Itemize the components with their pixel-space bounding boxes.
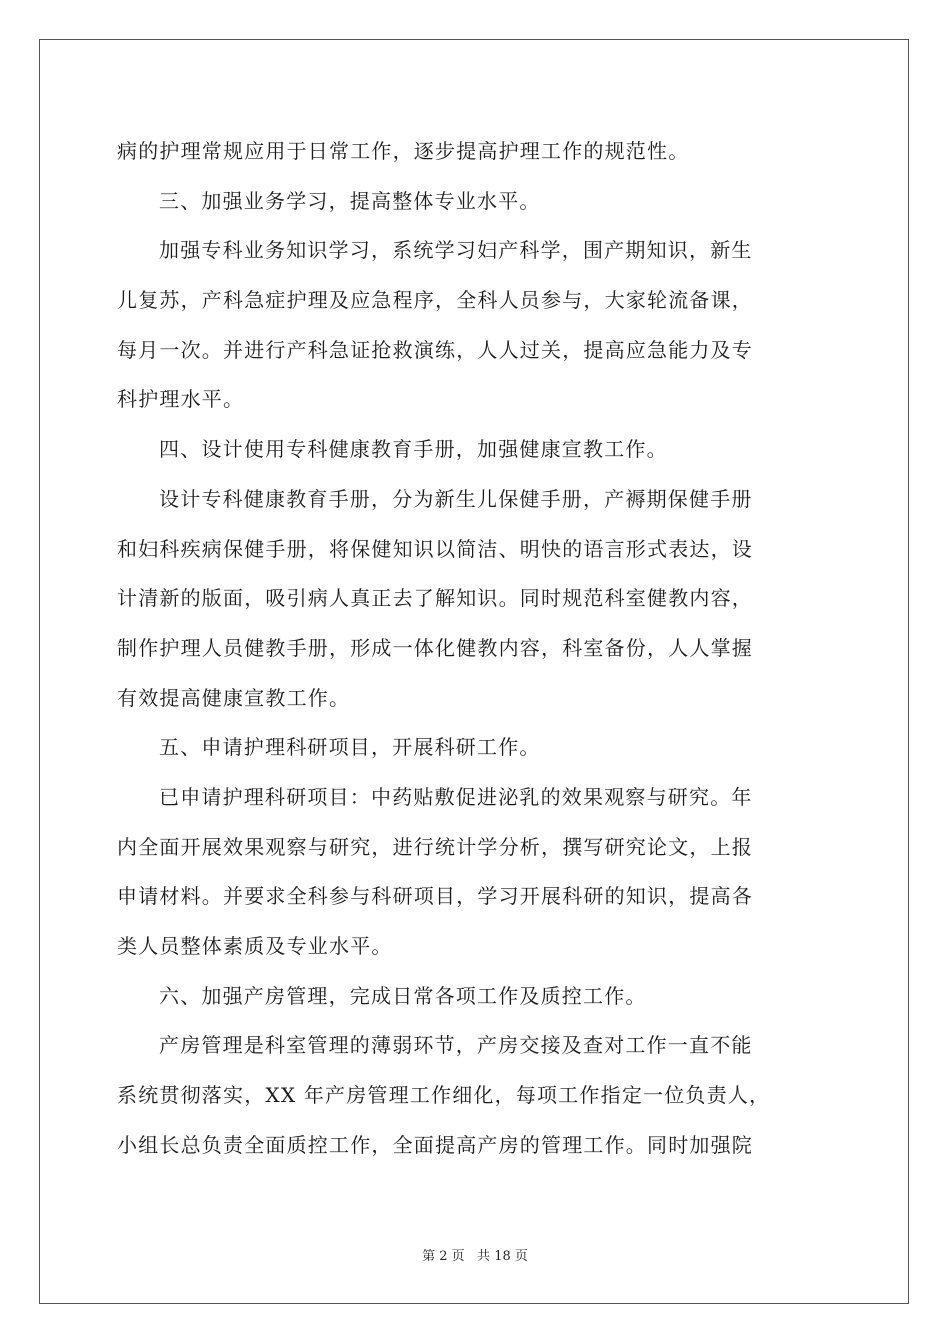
- text-line: 六、加强产房管理，完成日常各项工作及质控工作。: [159, 983, 647, 1008]
- text-line: 和妇科疾病保健手册，将保健知识以简洁、明快的语言形式表达，设: [117, 536, 753, 561]
- text-line: 五、申请护理科研项目，开展科研工作。: [159, 735, 541, 760]
- text-line: 科护理水平。: [117, 387, 245, 412]
- text-line: 每月一次。并进行产科急证抢救演练，人人过关，提高应急能力及专: [117, 337, 753, 362]
- text-line: 内全面开展效果观察与研究，进行统计学分析，撰写研究论文，上报: [117, 834, 753, 859]
- text-line: 四、设计使用专科健康教育手册，加强健康宣教工作。: [159, 437, 668, 462]
- text-line: 制作护理人员健教手册，形成一体化健教内容，科室备份，人人掌握: [117, 635, 753, 660]
- text-line: 三、加强业务学习，提高整体专业水平。: [159, 188, 541, 213]
- text-line: 申请材料。并要求全科参与科研项目，学习开展科研的知识，提高各: [117, 884, 753, 909]
- text-line: 已申请护理科研项目：中药贴敷促进泌乳的效果观察与研究。年: [159, 784, 753, 809]
- text-line: 加强专科业务知识学习，系统学习妇产科学，围产期知识，新生: [159, 238, 753, 263]
- text-line: 计清新的版面，吸引病人真正去了解知识。同时规范科室健教内容，: [117, 586, 753, 611]
- document-body: [117, 127, 837, 1170]
- page-footer: 第 2 页 共 18 页: [422, 1249, 528, 1264]
- text-line: 设计专科健康教育手册，分为新生儿保健手册，产褥期保健手册: [159, 486, 753, 511]
- text-line: 儿复苏，产科急症护理及应急程序，全科人员参与，大家轮流备课，: [117, 288, 753, 313]
- text-line: 类人员整体素质及专业水平。: [117, 934, 393, 958]
- text-line: 产房管理是科室管理的薄弱环节，产房交接及查对工作一直不能: [159, 1033, 753, 1058]
- text-line: 有效提高健康宣教工作。: [117, 685, 351, 710]
- text-line: 系统贯彻落实，XX 年产房管理工作细化，每项工作指定一位负责人，: [117, 1083, 771, 1108]
- text-line: 小组长总负责全面质控工作，全面提高产房的管理工作。同时加强院: [117, 1132, 753, 1157]
- text-line: 病的护理常规应用于日常工作，逐步提高护理工作的规范性。: [117, 139, 690, 163]
